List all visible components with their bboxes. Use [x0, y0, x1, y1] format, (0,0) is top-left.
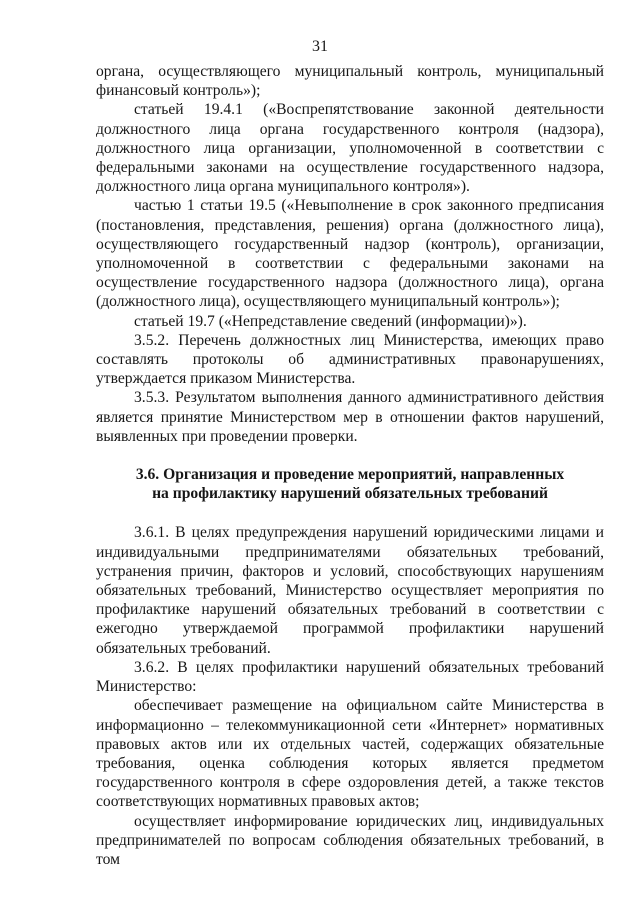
paragraph-3-5-3: 3.5.3. Результатом выполнения данного административного действия является принятие Министерством мер в отношении фактов нарушений, выявленных при проведении проверки.: [96, 389, 604, 445]
section-heading-3-6: [96, 465, 604, 503]
paragraph-article-19-5: частью 1 статьи 19.5 («Невыполнение в срок законного предписания (постановления, представления, решения) органа (должностного лица), осуществляющего государственный надзор (контроль), организации, уполномоченной в соответствии с федеральными законами на осуществление государственного надзора (должностного лица), органа (должностного лица), осуществляющего муниципальный контроль»);: [96, 197, 604, 311]
paragraph-3-6-1: 3.6.1. В целях предупреждения нарушений юридическими лицами и индивидуальными предпринимателями обязательных требований, устранения причин, факторов и условий, способствующих нарушениям обязательных требований, Министерство осуществляет мероприятия по профилактике нарушений обязательных требований в соответствии с ежегодно утверждаемой программой профилактики нарушений обязательных требований.: [96, 524, 604, 657]
page-number: 31: [312, 38, 328, 55]
paragraph-3-6-2: 3.6.2. В целях профилактики нарушений обязательных требований Министерство:: [96, 658, 604, 696]
paragraph-3-5-2: 3.5.2. Перечень должностных лиц Министерства, имеющих право составлять протоколы об административных правонарушениях, утверждается приказом Министерства.: [96, 331, 604, 388]
paragraph-article-19-7: статьей 19.7 («Непредставление сведений (информации)»).: [134, 312, 527, 330]
paragraph-publication: обеспечивает размещение на официальном сайте Министерства в информационно – телекоммуникационной сети «Интернет» нормативных правовых актов или их отдельных частей, содержащих обязательные требования, оценка соблюдения которых является предметом государственного контроля в сфере оздоровления детей, а также текстов соответствующих нормативных правовых актов;: [96, 697, 604, 811]
paragraph-informing: осуществляет информирование юридических лиц, индивидуальных предпринимателей по вопросам соблюдения обязательных требований, в том: [96, 812, 604, 868]
section-heading-line-1: 3.6. Организация и проведение мероприятий, направленных: [135, 466, 565, 484]
paragraph-article-19-4-1: статьей 19.4.1 («Воспрепятствование законной деятельности должностного лица органа государственного контроля (надзора), должностного лица организации, уполномоченной в соответствии с федеральными законами на осуществление государственного надзора, должностного лица органа муниципального контроля»).: [96, 101, 604, 196]
section-heading-line-2: на профилактику нарушений обязательных требований: [152, 485, 548, 503]
document-body: [96, 62, 604, 869]
paragraph-continuation: органа, осуществляющего муниципальный контроль, муниципальный финансовый контроль»);: [96, 63, 604, 100]
